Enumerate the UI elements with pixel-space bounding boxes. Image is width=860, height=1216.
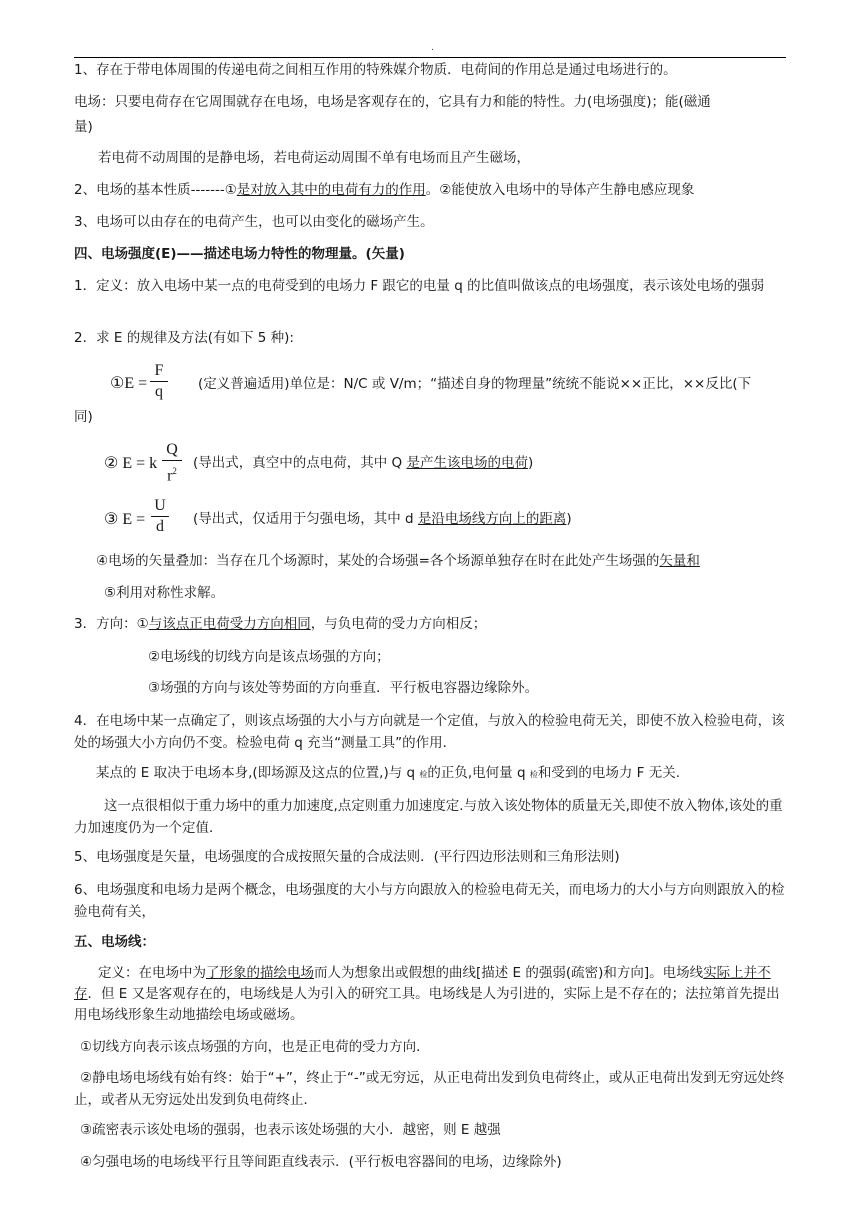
field-definition: 电场：只要电荷存在它周围就存在电场，电场是客观存在的，它具有力和能的特性。力(电场强度)；能(磁通 bbox=[74, 94, 711, 110]
definition-underlined-1: 了形象的描绘电场 bbox=[206, 965, 314, 981]
formula-1-lhs: ①E = bbox=[110, 375, 148, 392]
formula-1-denominator: q bbox=[155, 383, 163, 400]
field-definition-cont: 量) bbox=[74, 119, 93, 135]
header-dot: . bbox=[431, 43, 434, 53]
formula-3-note: (导出式，仅适用于匀强电场，其中 d 是沿电场线方向上的距离) bbox=[193, 511, 572, 527]
formula-2-exponent: 2 bbox=[172, 466, 177, 476]
item-2 bbox=[74, 180, 788, 200]
formula-2-numerator: Q bbox=[166, 441, 178, 458]
item-3: 3、电场可以由存在的电荷产生，也可以由变化的磁场产生。 bbox=[74, 214, 434, 230]
field-line-point-3: ③疏密表示该处电场的强弱，也表示该处场强的大小．越密，则 E 越强 bbox=[80, 1122, 501, 1138]
field-line-point-1: ①切线方向表示该点场强的方向，也是正电荷的受力方向． bbox=[80, 1039, 430, 1055]
formula-3-denominator: d bbox=[156, 518, 164, 535]
subscript-test-1: 检 bbox=[419, 770, 428, 779]
formula-2-fraction bbox=[162, 441, 182, 485]
paragraph-4-c: 这一点很相似于重力场中的重力加速度,点定则重力加速度定.与放入该处物体的质量无关,即使不放入物体,该处的重力加速度仍为一个定值． bbox=[74, 798, 783, 836]
rules-heading: 2．求 E 的规律及方法(有如下 5 种): bbox=[74, 330, 294, 346]
formula-1-note-cont: 同) bbox=[74, 409, 93, 425]
formula-1-fraction bbox=[150, 362, 168, 401]
formula-1-note: (定义普遍适用)单位是：N/C 或 V/m；“描述自身的物理量”统统不能说××正比，××反比(下 bbox=[198, 376, 752, 392]
formula-3-numerator: U bbox=[154, 497, 166, 514]
item-2-lead: 2、电场的基本性质-------① bbox=[74, 182, 237, 198]
static-field-note: 若电荷不动周围的是静电场，若电荷运动周围不单有电场而且产生磁场， bbox=[98, 150, 530, 166]
formula-3-lhs: ③ E = bbox=[104, 511, 146, 528]
header-rule bbox=[74, 57, 786, 58]
field-line-definition: 定义：在电场中为了形象的描绘电场而人为想象出或假想的曲线[描述 E 的强弱(疏密)和方向]。电场线实际上并不存．但 E 又是客观存在的，电场线是人为引入的研究工具。电场线是人为引进的，实际上是不存在的；法拉第首先提出用电场线形象生动地描绘电场或磁场。 bbox=[74, 965, 780, 1023]
formula-3-note-underlined: 是沿电场线方向上的距离 bbox=[417, 511, 567, 527]
field-line-point-4: ④匀强电场的电场线平行且等间距直线表示．(平行板电容器间的电场，边缘除外) bbox=[80, 1154, 562, 1170]
direction-2: ②电场线的切线方向是该点场强的方向； bbox=[148, 649, 390, 665]
formula-2-denominator: r bbox=[167, 467, 173, 485]
formula-2-lhs: ② E = k bbox=[104, 455, 158, 472]
method-4-superposition: ④电场的矢量叠加：当存在几个场源时，某处的合场强=各个场源单独存在时在此处产生场强的矢量和 bbox=[96, 553, 700, 569]
item-1: 1、存在于带电体周围的传递电荷之间相互作用的特殊媒介物质．电荷间的作用总是通过电场进行的。 bbox=[74, 62, 677, 78]
item-2-tail: 。②能使放入电场中的导体产生静电感应现象 bbox=[425, 182, 695, 198]
section-5-heading: 五、电场线： bbox=[74, 934, 155, 950]
definition-paragraph: 1．定义：放入电场中某一点的电荷受到的电场力 F 跟它的电量 q 的比值叫做该点的电场强度，表示该处电场的强弱 bbox=[74, 278, 765, 294]
item-2-underlined: 是对放入其中的电荷有力的作用 bbox=[236, 182, 426, 198]
formula-2-note-underlined: 是产生该电场的电荷 bbox=[406, 455, 528, 471]
direction-1: 3．方向：①与该点正电荷受力方向相同，与负电荷的受力方向相反； bbox=[74, 616, 487, 632]
paragraph-6: 6、电场强度和电场力是两个概念，电场强度的大小与方向跟放入的检验电荷无关，而电场力的大小与方向则跟放入的检验电荷有关， bbox=[74, 882, 785, 920]
vector-sum-underlined: 矢量和 bbox=[659, 553, 700, 569]
paragraph-5: 5、电场强度是矢量，电场强度的合成按照矢量的合成法则．(平行四边形法则和三角形法则) bbox=[74, 849, 620, 865]
formula-1-numerator: F bbox=[154, 362, 164, 379]
direction-1-underlined: 与该点正电荷受力方向相同 bbox=[148, 616, 311, 632]
method-5-symmetry: ⑤利用对称性求解。 bbox=[104, 585, 225, 601]
paragraph-4-b: 某点的 E 取决于电场本身,(即场源及这点的位置,)与 q 检的正负,电何量 q 检和受到的电场力 F 无关. bbox=[96, 765, 680, 781]
paragraph-4: 4．在电场中某一点确定了，则该点场强的大小与方向就是一个定值，与放入的检验电荷无关，即使不放入检验电荷，该处的场强大小方向仍不变。检验电荷 q 充当“测量工具”的作用． bbox=[74, 713, 785, 751]
field-line-point-2: ②静电场电场线有始有终：始于“+”，终止于“-”或无穷远，从正电荷出发到负电荷终止，或从正电荷出发到无穷远处终止，或者从无穷远处出发到负电荷终止． bbox=[74, 1070, 785, 1108]
formula-2-note: (导出式，真空中的点电荷，其中 Q 是产生该电场的电荷) bbox=[193, 455, 534, 471]
formula-3-fraction bbox=[151, 497, 169, 536]
definition-underlined-2: 实际上并不存 bbox=[74, 965, 771, 1002]
subscript-test-2: 检 bbox=[529, 770, 538, 779]
section-4-heading: 四、电场强度(E)——描述电场力特性的物理量。(矢量) bbox=[74, 246, 405, 262]
direction-3: ③场强的方向与该处等势面的方向垂直．平行板电容器边缘除外。 bbox=[148, 680, 539, 696]
